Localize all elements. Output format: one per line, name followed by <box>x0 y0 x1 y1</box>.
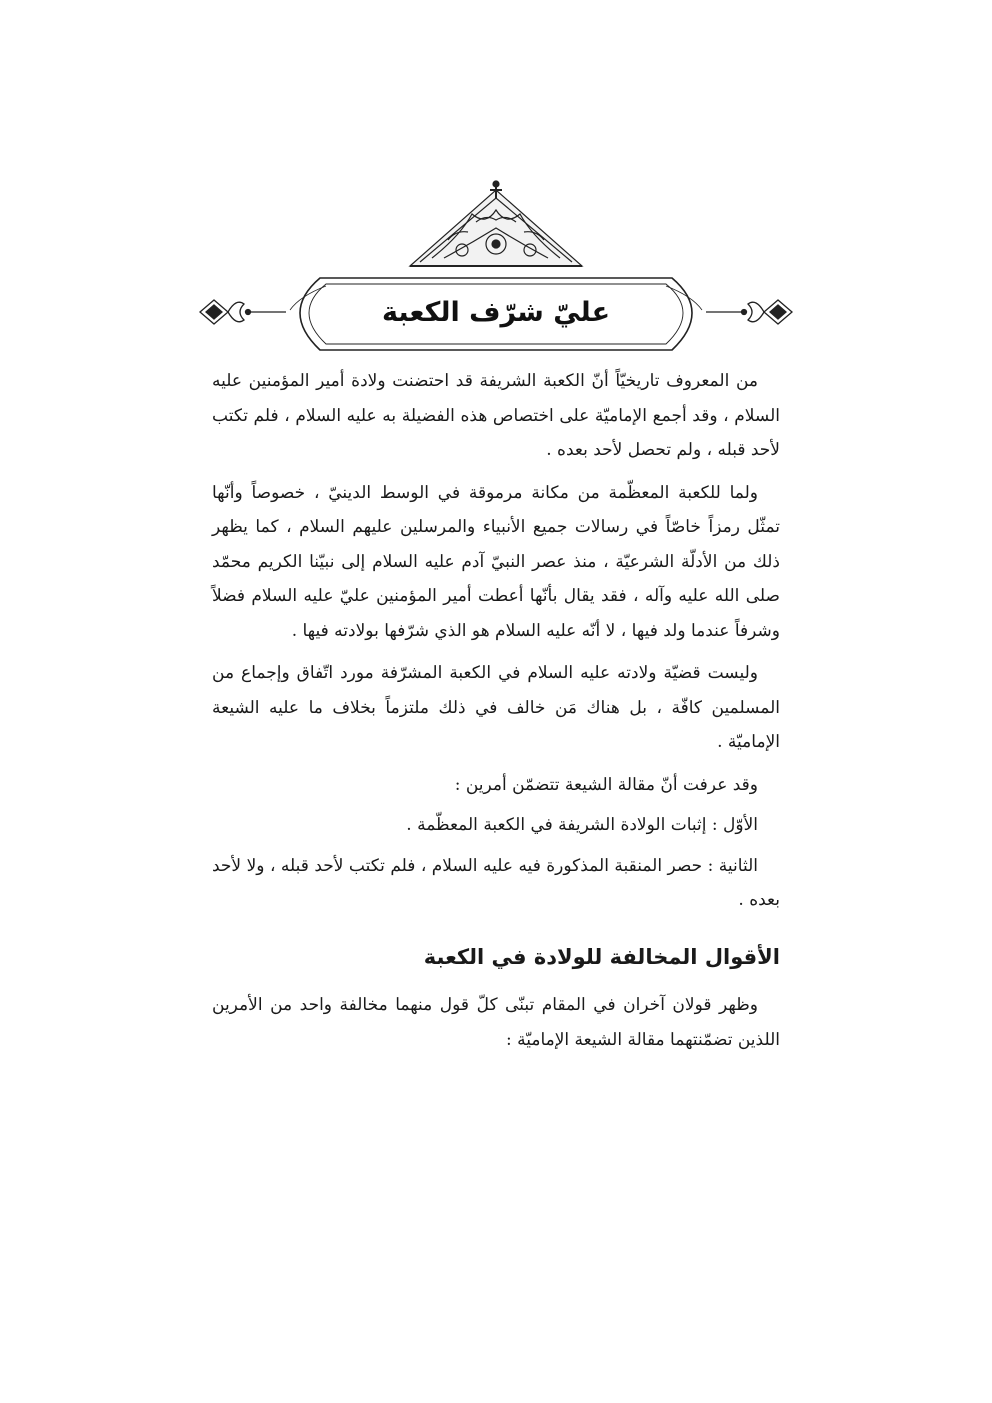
paragraph: الثانية : حصر المنقبة المذكورة فيه عليه السلام ، فلم تكتب لأحد قبله ، ولا لأحد بعده . <box>212 855 780 910</box>
paragraph: من المعروف تاريخيّاً أنّ الكعبة الشريفة قد احتضنت ولادة أمير المؤمنين عليه السلام ، وقد أجمع الإماميّة على اختصاص هذه الفضيلة به عليه السلام ، فلم تكتب لأحد قبله ، ولم تحصل لأحد بعده . <box>212 371 780 460</box>
chapter-title: عليّ شرّف الكعبة <box>381 296 611 328</box>
right-flourish-icon <box>742 300 793 324</box>
left-flourish-icon <box>200 300 251 324</box>
paragraph: وقد عرفت أنّ مقالة الشيعة تتضمّن أمرين : <box>454 774 758 795</box>
section-heading: الأقوال المخالفة للولادة في الكعبة <box>423 944 780 969</box>
paragraph: وليست قضيّة ولادته عليه السلام في الكعبة المشرّفة مورد اتّفاق وإجماع من المسلمين كافّة ، بل هناك مَن خالف في ذلك ملتزماً بخلاف ما عليه الشيعة الإماميّة . <box>212 663 780 752</box>
arabesque-crown-icon <box>410 181 582 266</box>
paragraph: وظهر قولان آخران في المقام تبنّى كلّ قول منهما مخالفة واحد من الأمرين اللذين تضمّنتهما مقالة الشيعة الإماميّة : <box>212 995 780 1050</box>
paragraph: ولما للكعبة المعظّمة من مكانة مرموقة في الوسط الدينيّ ، خصوصاً وأنّها تمثّل رمزاً خاصّاً في رسالات جميع الأنبياء والمرسلين عليهم السلام ، كما يظهر ذلك من الأدلّة الشرعيّة ، منذ عصر النبيّ آدم عليه السلام إلى نبيّنا الكريم محمّد صلى الله عليه وآله ، فقد يقال بأنّها أعطت أمير المؤمنين عليّ عليه السلام فضلاً وشرفاً عندما ولد فيها ، لا أنّه عليه السلام هو الذي شرّفها بولادته فيها . <box>212 482 780 641</box>
page-body <box>212 364 780 1065</box>
paragraph: الأوّل : إثبات الولادة الشريفة في الكعبة المعظّمة . <box>406 815 758 835</box>
